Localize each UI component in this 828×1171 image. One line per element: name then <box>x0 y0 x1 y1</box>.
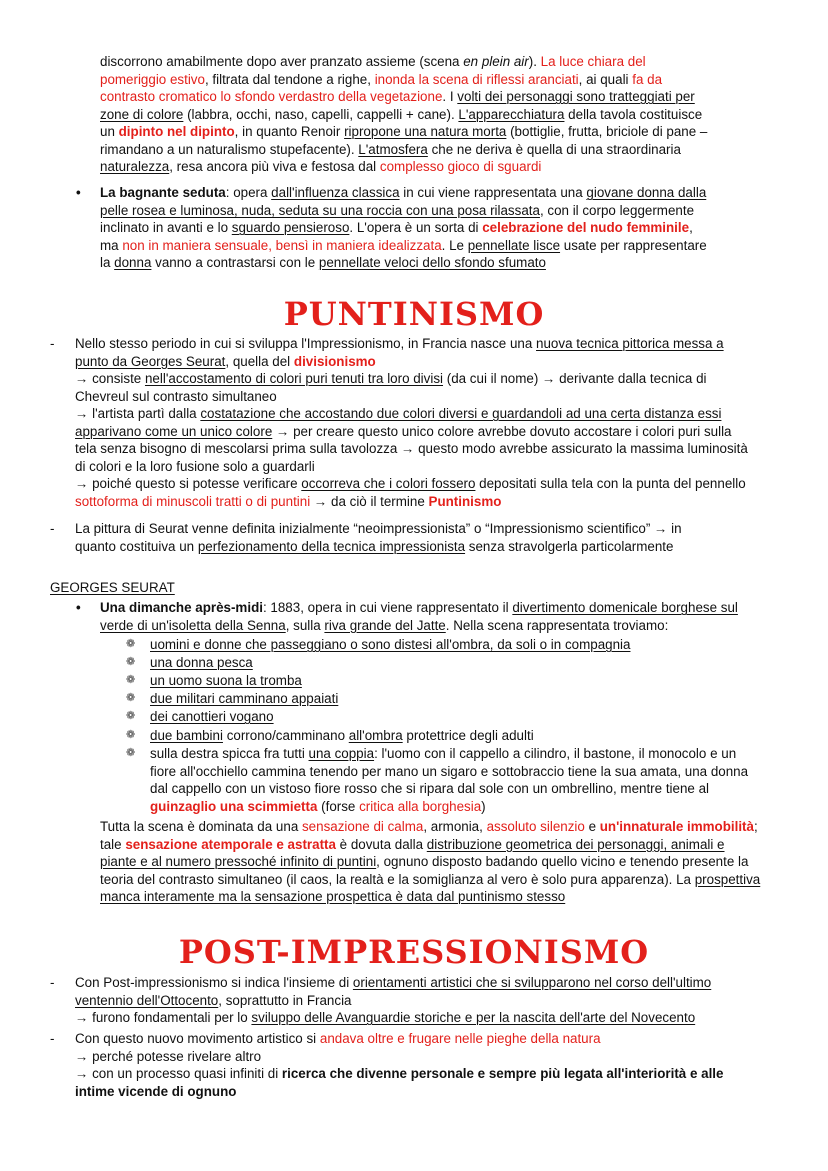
text: discorrono amabilmente dopo aver pranzato assieme (scena <box>100 54 464 69</box>
intro-line-4 <box>100 106 800 124</box>
dash-marker: - <box>50 975 55 990</box>
intro-line-3 <box>100 88 800 106</box>
text: inonda la scena di riflessi aranciati <box>374 71 579 87</box>
intro-paragraph <box>100 53 800 176</box>
text-line <box>75 405 800 423</box>
text: sensazione di calma <box>301 819 424 834</box>
text: : l'uomo con il cappello a cilindro, il bastone, il monocolo e un <box>374 746 737 761</box>
text: zone di colore <box>100 106 184 122</box>
text: La luce chiara del <box>540 54 646 69</box>
text: in cui viene rappresentata una <box>399 185 587 200</box>
post-paragraph-2 <box>75 1030 800 1100</box>
text: critica alla borghesia <box>359 798 482 814</box>
text: usate per rappresentare <box>560 237 707 253</box>
text: è dovuta dalla <box>335 836 427 852</box>
flower-bullet-icon: ❁ <box>126 747 136 759</box>
text: occorreva che i colori fossero <box>301 476 476 491</box>
dash-marker: - <box>50 521 55 536</box>
text: → furono fondamentali per lo <box>75 1010 252 1025</box>
text: all'ombra <box>348 728 403 743</box>
intro-line-6 <box>100 141 800 159</box>
text: dipinto nel dipinto <box>118 124 235 139</box>
text: ripropone una natura morta <box>344 124 507 139</box>
text-line <box>150 798 810 816</box>
intro-line-1 <box>100 53 800 71</box>
text: . Nella scena rappresentata troviamo: <box>445 617 669 633</box>
text: teoria del contrasto simultaneo (il caos, la realtà e la somiglianza al vero è solo pura apparenza). La <box>100 871 695 887</box>
text-line <box>75 974 800 992</box>
text: sulla destra spicca fra tutti <box>150 746 309 761</box>
text-line <box>75 335 800 353</box>
text: Con Post-impressionismo si indica l'insieme di <box>75 975 353 990</box>
text: , <box>689 220 693 235</box>
text: quanto costituiva un <box>75 538 198 554</box>
text: ricerca che divenne personale e sempre più legata all'interiorità e alle <box>281 1066 724 1081</box>
text: → per creare questo unico colore avrebbe dovuto accostare i colori puri sulla <box>272 423 732 439</box>
text: che ne deriva è quella di una straordinaria <box>427 141 681 157</box>
text-line <box>75 475 800 493</box>
text: intime vicende di ognuno <box>75 1083 237 1099</box>
text: giovane donna dalla <box>586 185 707 200</box>
text: non in maniera sensuale, bensì in maniera idealizzata <box>122 237 442 253</box>
text: L'apparecchiatura <box>458 106 565 122</box>
text: e <box>584 819 600 834</box>
text: pelle rosea e luminosa, nuda, seduta su una roccia con una posa rilassata <box>100 202 540 218</box>
list-item: due militari camminano appaiati <box>150 691 339 706</box>
seurat-summary <box>100 818 815 906</box>
text: della tavola costituisce <box>564 106 703 122</box>
text: ). <box>528 54 541 69</box>
puntinismo-paragraph-2 <box>75 520 800 555</box>
intro-line-7 <box>100 158 800 176</box>
text: depositati sulla tela con la punta del pennello <box>475 476 746 491</box>
text: perfezionamento della tecnica impressionista <box>197 538 466 554</box>
text: , soprattutto in Francia <box>218 992 352 1008</box>
text: en plein air <box>463 54 529 69</box>
text: manca interamente ma la sensazione prospettica è data dal puntinismo stesso <box>100 889 566 904</box>
text: : 1883, opera in cui viene rappresentato il <box>262 600 513 615</box>
text: sensazione atemporale e astratta <box>125 836 336 852</box>
list-item <box>150 727 534 745</box>
text: , ai quali <box>578 71 633 87</box>
text-line <box>75 1030 800 1048</box>
text: dall'influenza classica <box>271 185 400 200</box>
text: tale <box>100 836 126 852</box>
text: pomeriggio estivo <box>100 71 205 87</box>
text: guinzaglio una scimmietta <box>150 798 318 814</box>
text: orientamenti artistici che si svilupparono nel corso dell'ultimo <box>352 975 712 990</box>
text: ; <box>753 819 758 834</box>
text-line <box>100 888 815 906</box>
text: , sulla <box>285 617 325 633</box>
text-line <box>75 423 800 441</box>
text: due bambini <box>150 728 223 743</box>
text: (forse <box>317 798 360 814</box>
text: riva grande del Jatte <box>324 617 446 633</box>
post-paragraph-1 <box>75 974 800 1027</box>
text: . Le <box>441 237 468 253</box>
list-item: uomini e donne che passeggiano o sono distesi all'ombra, da soli o in compagnia <box>150 637 631 652</box>
text: prospettiva <box>694 871 761 887</box>
text: contrasto cromatico lo sfondo verdastro della vegetazione <box>100 89 443 104</box>
text-line <box>75 992 800 1010</box>
list-item: un uomo suona la tromba <box>150 673 302 688</box>
text: sguardo pensieroso <box>231 220 350 235</box>
text: un'innaturale immobilità <box>599 819 754 834</box>
text: → l'artista partì dalla <box>75 406 201 421</box>
text-line <box>100 853 815 871</box>
text: assoluto silenzio <box>486 819 585 834</box>
text: rimandano a un naturalismo stupefacente). <box>100 141 359 157</box>
text-line <box>150 745 810 763</box>
text: → consiste <box>75 371 145 386</box>
text-line <box>100 818 815 836</box>
text-line <box>75 538 800 556</box>
text: , ognuno disposto badando quello vicino e tenendo presente la <box>376 854 749 869</box>
section-heading-seurat: GEORGES SEURAT <box>50 580 175 595</box>
text: . L'opera è un sorta di <box>349 220 483 235</box>
text: andava oltre e frugare nelle pieghe della natura <box>319 1031 601 1046</box>
text: ma <box>100 237 123 253</box>
intro-line-2 <box>100 71 800 89</box>
text: La bagnante seduta <box>100 185 226 200</box>
flower-bullet-icon: ❁ <box>126 674 136 686</box>
puntinismo-paragraph-1 <box>75 335 800 510</box>
text: fa da <box>632 71 663 87</box>
text: Una dimanche après-midi <box>100 600 263 615</box>
text: , resa ancora più viva e festosa dal <box>169 159 380 174</box>
text: piante e al numero pressoché infinito di puntini <box>100 854 377 869</box>
text-line <box>75 1065 800 1083</box>
text-line <box>75 1009 800 1027</box>
intro-line-5 <box>100 123 800 141</box>
text: protettrice degli adulti <box>402 728 534 743</box>
seurat-intro <box>100 599 800 634</box>
text: : opera <box>225 185 272 200</box>
text: sottoforma di minuscoli tratti o di puntini <box>75 493 311 509</box>
text: , filtrata dal tendone a righe, <box>204 71 375 87</box>
text: , in quanto Renoir <box>234 124 345 139</box>
text-line <box>100 617 800 635</box>
text-line: tela senza bisogno di mescolarsi prima sulla tavolozza → questo modo avrebbe assicurato la massima luminosità <box>75 441 748 456</box>
text-line: La pittura di Seurat venne definita inizialmente “neoimpressionista” o “Impressionismo scientifico” → in <box>75 521 682 536</box>
text: → da ciò il termine <box>310 493 429 509</box>
flower-bullet-icon: ❁ <box>126 656 136 668</box>
text: , armonia, <box>423 819 487 834</box>
text: Nello stesso periodo in cui si sviluppa l'Impressionismo, in Francia nasce una <box>75 336 537 351</box>
bagnante-line-3 <box>100 219 800 237</box>
text-line: dal cappello con un vistoso fiore rosso che si ripara dal sole con un ombrellino, mentre tiene al <box>150 781 709 796</box>
text: nell'accostamento di colori puri tenuti tra loro divisi <box>144 371 444 386</box>
bagnante-paragraph <box>100 184 800 272</box>
text-line: di colori e la loro fusione solo a guardarli <box>75 458 315 474</box>
text: pennellate veloci dello sfondo sfumato <box>318 255 546 270</box>
dash-marker: - <box>50 1031 55 1046</box>
text: Puntinismo <box>428 493 502 509</box>
text: (da cui il nome) → derivante dalla tecnica di <box>443 371 707 386</box>
text: (bottiglie, frutta, briciole di pane – <box>506 124 708 139</box>
list-item: dei canottieri vogano <box>150 709 274 724</box>
text: corrono/camminano <box>222 728 349 743</box>
text: , quella del <box>225 353 294 369</box>
text: , con il corpo leggermente <box>539 202 695 218</box>
text: senza stravolgerla particolarmente <box>465 538 674 554</box>
text-line: Chevreul sul contrasto simultaneo <box>75 388 277 404</box>
text: ventennio dell'Ottocento <box>75 992 219 1008</box>
text: vanno a contrastarsi con le <box>151 255 319 270</box>
text: verde di un'isoletta della Senna <box>100 617 286 633</box>
text: . I <box>442 89 458 104</box>
text: donna <box>114 255 152 270</box>
text: Tutta la scena è dominata da una <box>100 819 302 834</box>
flower-bullet-icon: ❁ <box>126 692 136 704</box>
text: → con un processo quasi infiniti di <box>75 1066 282 1081</box>
text: sviluppo delle Avanguardie storiche e per la nascita dell'arte del Novecento <box>251 1010 696 1025</box>
text: inclinato in avanti e lo <box>100 220 232 235</box>
bullet-dot-icon: • <box>76 600 81 615</box>
text-line <box>75 493 800 511</box>
text: punto da Georges Seurat <box>75 353 226 369</box>
text: complesso gioco di sguardi <box>379 159 542 174</box>
text: apparivano come un unico colore <box>75 423 273 439</box>
text: un <box>100 124 119 139</box>
bullet-dot-icon: • <box>76 185 81 200</box>
text: pennellate lisce <box>467 237 561 253</box>
list-item: una donna pesca <box>150 655 253 670</box>
section-title-puntinismo: PUNTINISMO <box>283 295 545 333</box>
text-line <box>100 871 815 889</box>
dash-marker: - <box>50 336 55 351</box>
bagnante-line-4 <box>100 237 800 255</box>
flower-bullet-icon: ❁ <box>126 638 136 650</box>
text: una coppia <box>308 746 375 761</box>
section-title-post-impressionismo: POST-IMPRESSIONISMO <box>178 933 650 971</box>
text: celebrazione del nudo femminile <box>482 220 690 235</box>
text: distribuzione geometrica dei personaggi, animali e <box>426 836 725 852</box>
text-line <box>75 370 800 388</box>
text: costatazione che accostando due colori diversi e guardandoli ad una certa distanza essi <box>200 406 722 421</box>
text: nuova tecnica pittorica messa a <box>536 336 724 351</box>
text: la <box>100 255 115 270</box>
text-line: fiore all'occhiello cammina tenendo per mano un sigaro e sottobraccio tiene la sua amata, una donna <box>150 763 749 779</box>
bagnante-line-1 <box>100 184 800 202</box>
text: (labbra, occhi, naso, capelli, cappelli + cane). <box>183 106 459 122</box>
text: volti dei personaggi sono tratteggiati per <box>457 89 695 104</box>
text-line: → perché potesse rivelare altro <box>75 1048 262 1064</box>
text-line <box>75 1083 800 1101</box>
list-item <box>150 745 810 815</box>
bagnante-line-2 <box>100 202 800 220</box>
text: Con questo nuovo movimento artistico si <box>75 1031 320 1046</box>
text-line <box>100 836 815 854</box>
text-line <box>75 353 800 371</box>
bagnante-line-5 <box>100 254 800 272</box>
flower-bullet-icon: ❁ <box>126 729 136 741</box>
text: → poiché questo si potesse verificare <box>75 476 302 491</box>
text: L'atmosfera <box>358 141 428 157</box>
text: divertimento domenicale borghese sul <box>512 600 738 615</box>
text: naturalezza <box>100 159 170 174</box>
text: divisionismo <box>293 353 376 369</box>
flower-bullet-icon: ❁ <box>126 710 136 722</box>
text-line <box>100 599 800 617</box>
text: ) <box>481 798 486 814</box>
